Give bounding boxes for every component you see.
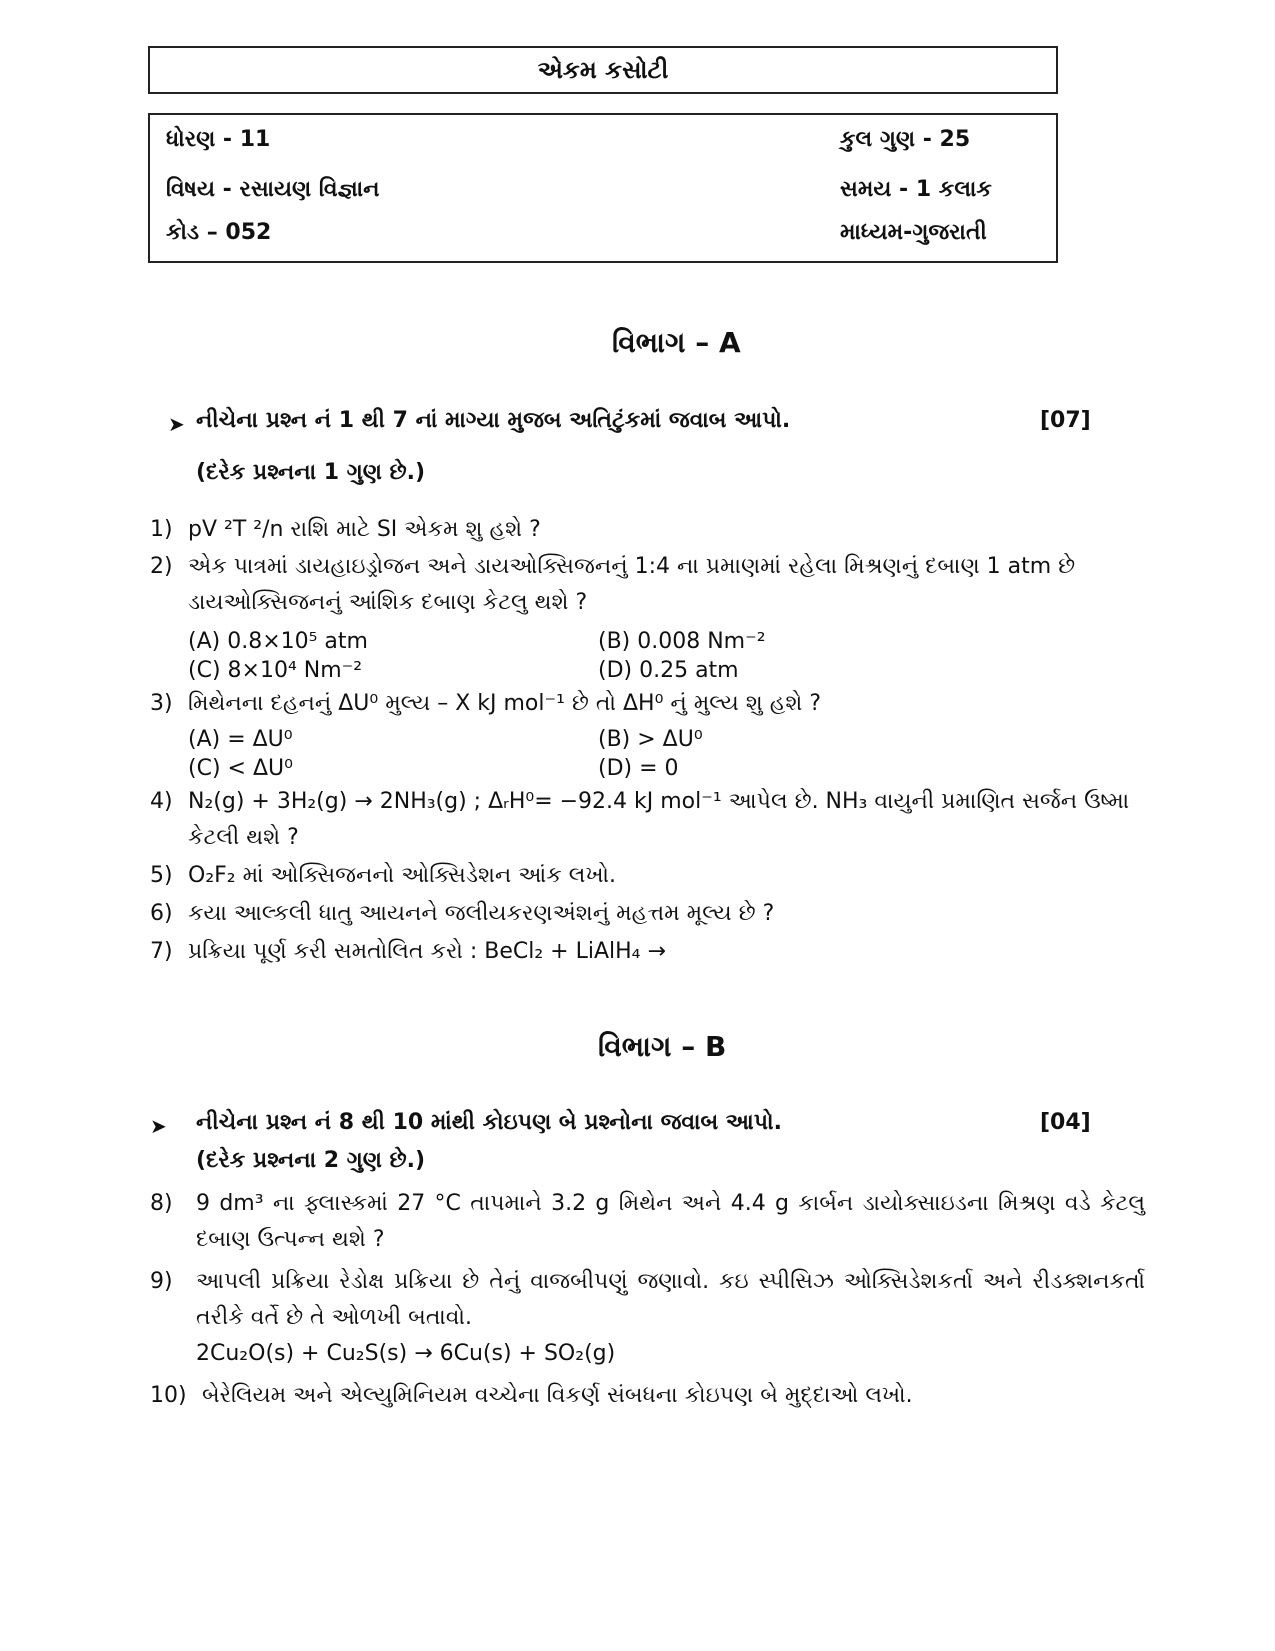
section-b-instruction: નીચેના પ્રશ્ન નં 8 થી 10 માંથી કોઇપણ બે પ્રશ્નોના જવાબ આપો.: [196, 1110, 782, 1135]
question-7: [150, 934, 1145, 970]
question-8: [150, 1186, 1145, 1258]
section-a-heading: વિભાગ – A: [612, 326, 741, 359]
question-text: મિથેનના દહનનું ΔU⁰ મુલ્ય – X kJ mol⁻¹ છે તો ΔH⁰ નું મુલ્ય શુ હશે ?: [188, 691, 821, 716]
medium-label: માધ્યમ-ગુજરાતી: [840, 220, 987, 245]
title-box: [148, 46, 1058, 94]
section-a-sub-instruction: (દરેક પ્રશ્નના 1 ગુણ છે.): [196, 460, 426, 485]
question-number: 10): [150, 1383, 187, 1408]
option-d: (D) = 0: [598, 756, 679, 781]
question-equation: 2Cu₂O(s) + Cu₂S(s) → 6Cu(s) + SO₂(g): [196, 1341, 616, 1366]
question-number: 2): [150, 554, 173, 579]
info-box: [148, 113, 1058, 263]
time-label: સમય - 1 કલાક: [840, 177, 992, 202]
option-d: (D) 0.25 atm: [598, 658, 739, 683]
code-label: કોડ – 052: [166, 220, 272, 245]
question-number: 1): [150, 517, 173, 542]
question-text: pV ²T ²/n રાશિ માટે SI એકમ શુ હશે ?: [188, 517, 541, 542]
question-number: 6): [150, 901, 173, 926]
section-b-heading: વિભાગ – B: [598, 1030, 727, 1063]
section-a-instruction: નીચેના પ્રશ્ન નં 1 થી 7 નાં માગ્યા મુજબ અતિટુંકમાં જવાબ આપો.: [196, 408, 791, 433]
question-text: O₂F₂ માં ઓક્સિજનનો ઓક્સિડેશન આંક લખો.: [188, 863, 617, 888]
exam-title: એકમ કસોટી: [537, 56, 669, 84]
option-c: (C) 8×10⁴ Nm⁻²: [188, 658, 363, 683]
question-text: આપલી પ્રક્રિયા રેડોક્ષ પ્રક્રિયા છે તેનું વાજબીપણું જણાવો. કઇ સ્પીસિઝ ઓક્સિડેશકર્તા અને રીડક્શનકર્તા તરીકે વર્તે છે તે ઓળખી બતાવો.: [196, 1269, 1145, 1330]
option-c: (C) < ΔU⁰: [188, 756, 293, 781]
question-text: પ્રક્રિયા પૂર્ણ કરી સમતોલિત કરો : BeCl₂ + LiAlH₄ →: [188, 939, 666, 964]
question-number: 8): [150, 1191, 173, 1216]
question-6: [150, 896, 1145, 932]
arrow-bullet-icon: ➤: [168, 412, 185, 436]
option-a: (A) = ΔU⁰: [188, 727, 293, 752]
section-b-sub-instruction: (દરેક પ્રશ્નના 2 ગુણ છે.): [196, 1148, 426, 1173]
question-number: 4): [150, 789, 173, 814]
question-9: [150, 1264, 1145, 1372]
subject-label: વિષય - રસાયણ વિજ્ઞાન: [166, 177, 380, 202]
option-a: (A) 0.8×10⁵ atm: [188, 629, 368, 654]
question-5: [150, 858, 1145, 894]
question-number: 5): [150, 863, 173, 888]
question-number: 7): [150, 939, 173, 964]
section-a-marks: [07]: [1040, 408, 1091, 433]
total-marks-label: કુલ ગુણ - 25: [840, 127, 971, 152]
question-number: 9): [150, 1269, 173, 1294]
std-label: ધોરણ - 11: [166, 127, 271, 152]
question-text: બેરેલિયમ અને એલ્યુમિનિયમ વચ્ચેના વિકર્ણ સંબધના કોઇપણ બે મુદ્દાઓ લખો.: [202, 1383, 913, 1408]
question-text: એક પાત્રમાં ડાયહાઇડ્રોજન અને ડાયઓક્સિજનનું 1:4 ના પ્રમાણમાં રહેલા મિશ્રણનું દબાણ 1 atm છે ડાયઓક્સિજનનું આંશિક દબાણ કેટલુ થશે ?: [188, 554, 1076, 615]
question-10: [150, 1378, 1145, 1414]
question-1: [150, 512, 1145, 548]
section-b-marks: [04]: [1040, 1110, 1091, 1135]
question-2: [150, 549, 1145, 621]
question-text: N₂(g) + 3H₂(g) → 2NH₃(g) ; ΔᵣH⁰= −92.4 kJ mol⁻¹ આપેલ છે. NH₃ વાયુની પ્રમાણિત સર્જન ઉષ્મા કેટલી થશે ?: [188, 789, 1130, 850]
option-b: (B) 0.008 Nm⁻²: [598, 629, 766, 654]
question-3: [150, 686, 1145, 722]
question-number: 3): [150, 691, 173, 716]
question-4: [150, 784, 1145, 856]
arrow-bullet-icon: ➤: [150, 1114, 167, 1138]
question-text: 9 dm³ ના ફ્લાસ્કમાં 27 °C તાપમાને 3.2 g મિથેન અને 4.4 g કાર્બન ડાયોક્સાઇડના મિશ્રણ વડે કેટલુ દબાણ ઉત્પન્ન થશે ?: [196, 1191, 1145, 1252]
option-b: (B) > ΔU⁰: [598, 727, 703, 752]
question-text: કયા આલ્કલી ધાતુ આયનને જલીયકરણઅંશનું મહત્તમ મૂલ્ય છે ?: [188, 901, 775, 926]
